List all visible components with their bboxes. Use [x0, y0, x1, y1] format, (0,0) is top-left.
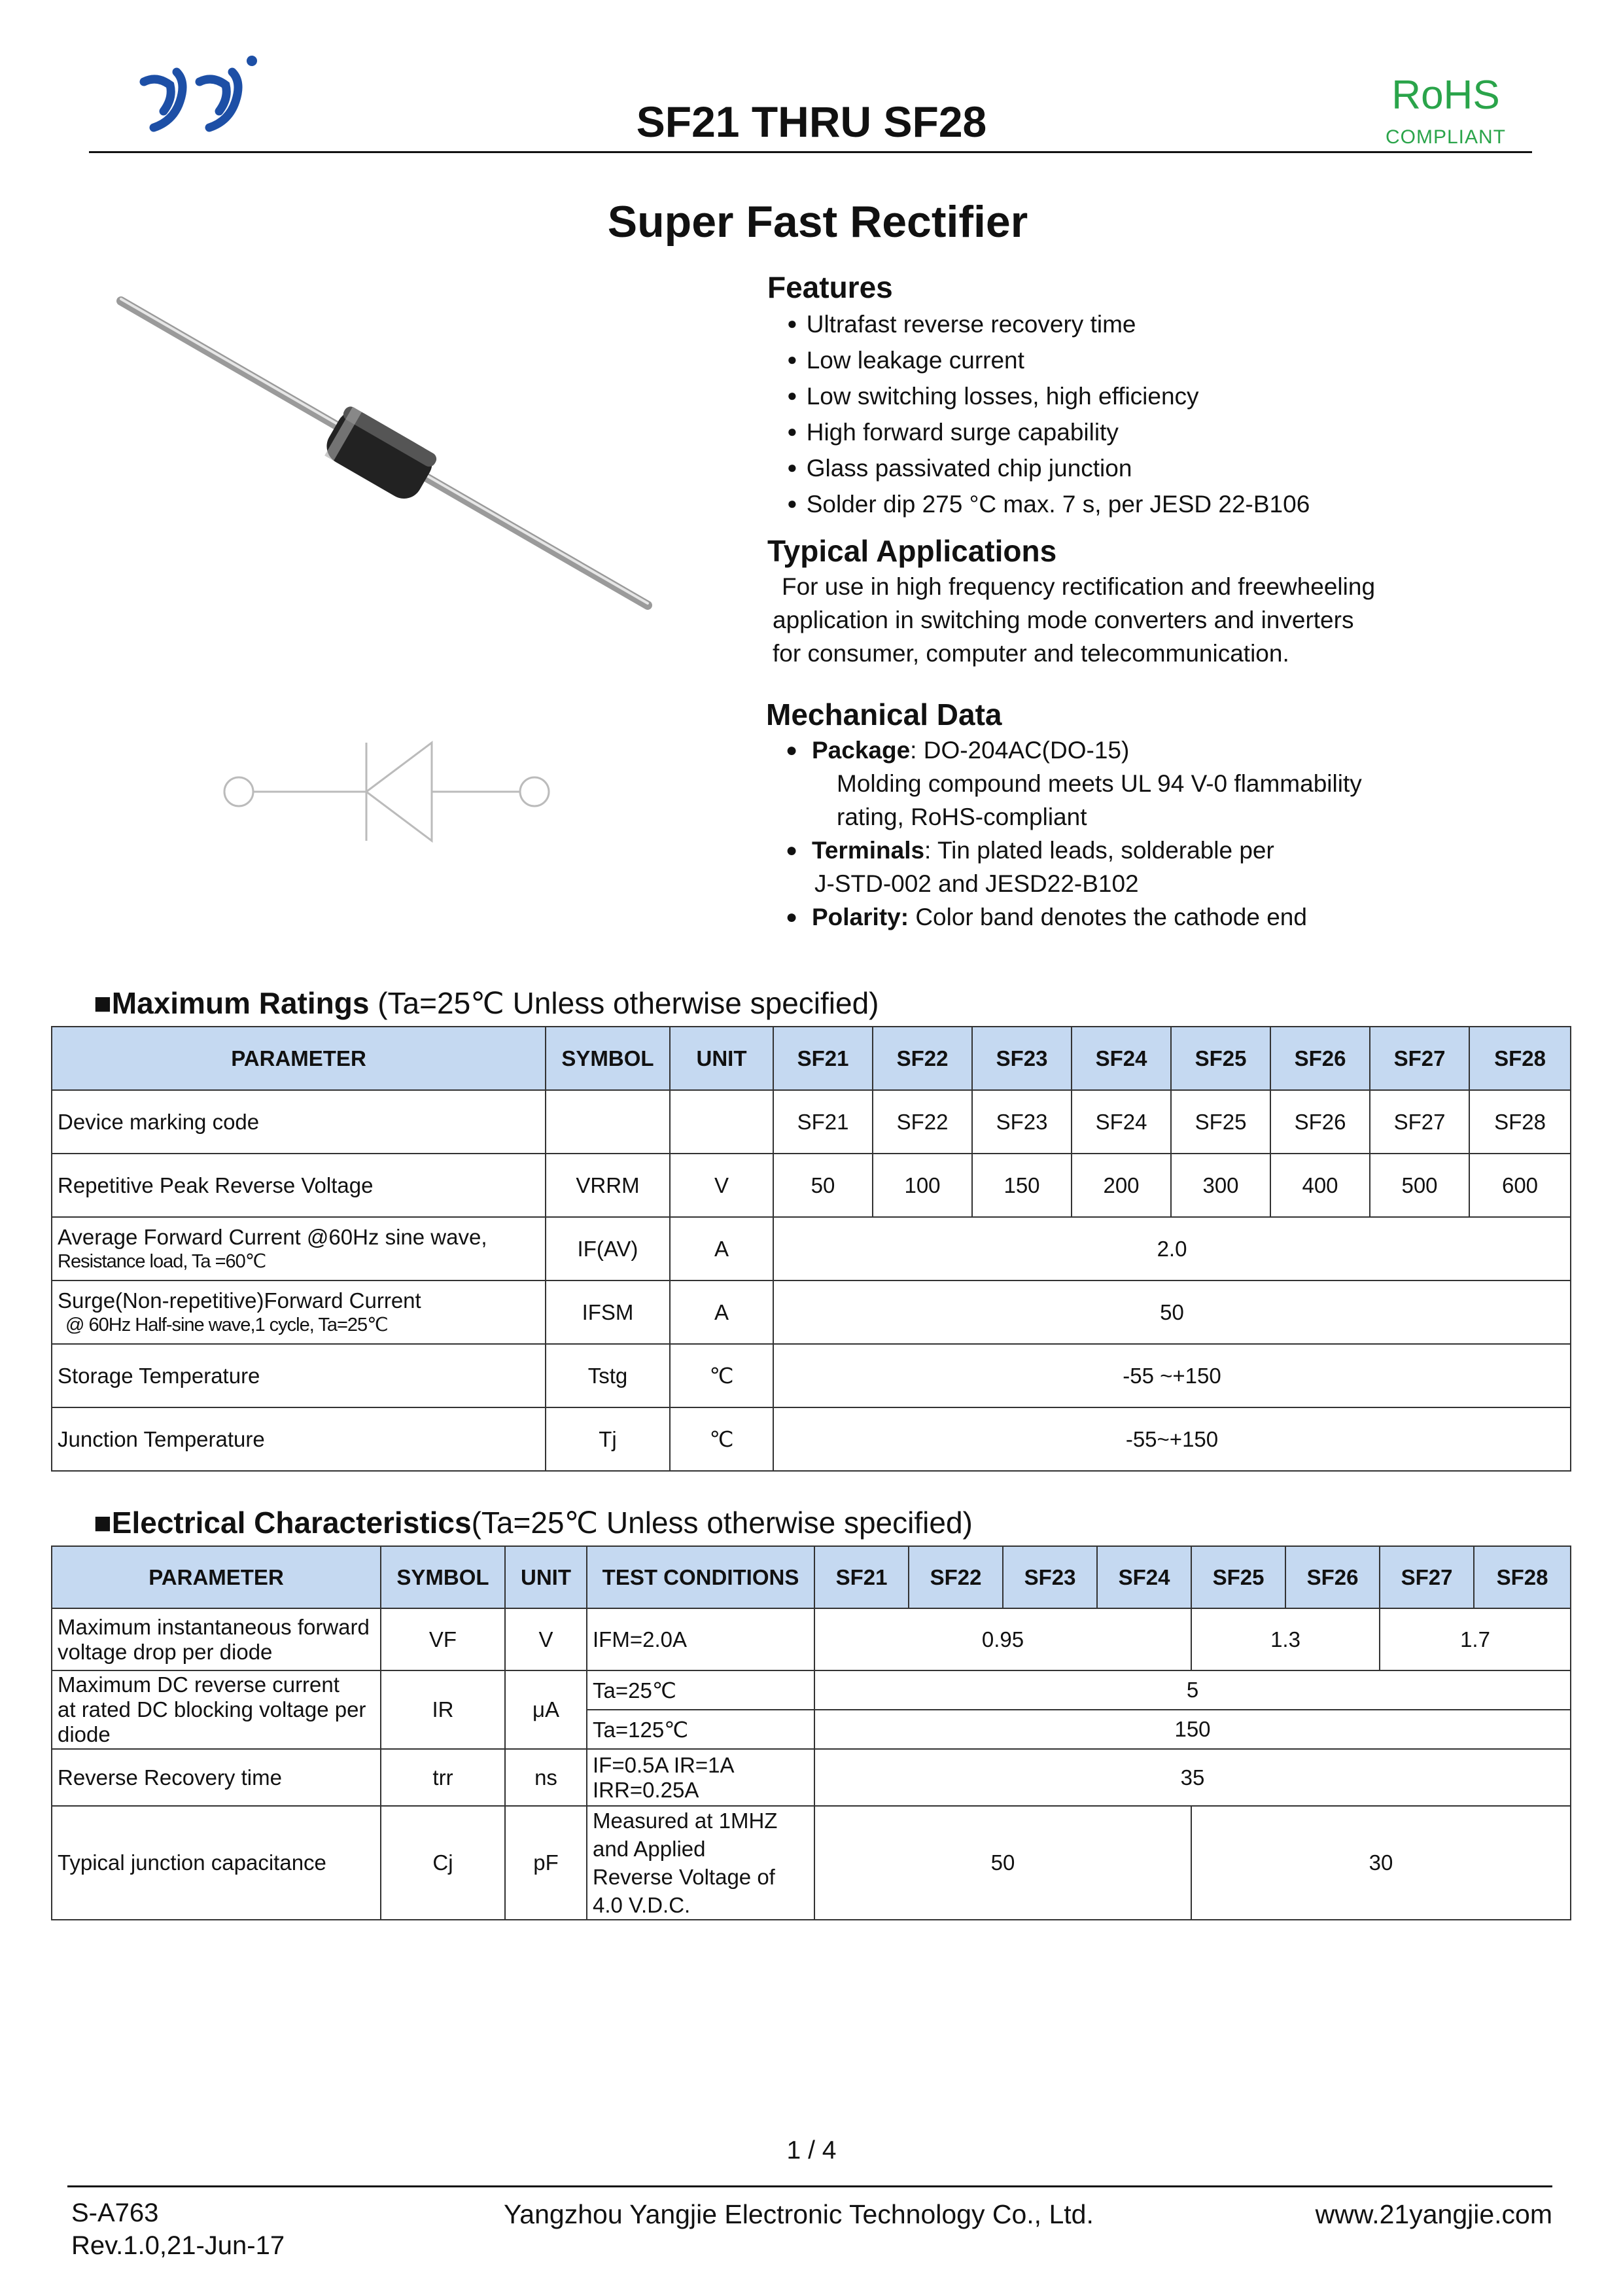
symbol-cell: Cj [381, 1806, 505, 1920]
param-cell [52, 1217, 546, 1280]
symbol-cell: Tj [546, 1407, 670, 1471]
revision: Rev.1.0,21-Jun-17 [71, 2231, 285, 2260]
value-cell: -55~+150 [773, 1407, 1571, 1471]
col-header: PARAMETER [52, 1546, 381, 1608]
list-item: ● Ultrafast reverse recovery time [787, 308, 1585, 344]
value-cell: 1.7 [1380, 1608, 1571, 1670]
col-header: PARAMETER [52, 1027, 546, 1090]
condition-cell [587, 1749, 814, 1806]
param-line: Resistance load, Ta =60℃ [58, 1251, 266, 1272]
table-row [52, 1344, 1571, 1407]
param-cell: Repetitive Peak Reverse Voltage [52, 1154, 546, 1217]
table-row [52, 1090, 1571, 1154]
symbol-cell: IFSM [546, 1280, 670, 1344]
rohs-label: RoHS [1391, 73, 1500, 118]
symbol-cell: IR [381, 1670, 505, 1749]
list-item: ● High forward surge capability [787, 415, 1585, 451]
mechanical-list [766, 733, 1584, 934]
unit-cell: ℃ [670, 1344, 773, 1407]
col-header: SF24 [1072, 1027, 1171, 1090]
col-header: SF22 [909, 1546, 1003, 1608]
unit-cell: V [505, 1608, 587, 1670]
col-header: SF26 [1285, 1546, 1380, 1608]
max-ratings-table [51, 1026, 1571, 1472]
list-item [766, 834, 1584, 900]
table-row [52, 1280, 1571, 1344]
value-cell: 30 [1191, 1806, 1571, 1920]
col-header: TEST CONDITIONS [587, 1546, 814, 1608]
mechanical-title: Mechanical Data [766, 698, 1002, 732]
table-header-row [52, 1027, 1571, 1090]
value-cell: 50 [773, 1154, 873, 1217]
symbol-cell: trr [381, 1749, 505, 1806]
list-item [766, 900, 1584, 934]
document-title: Super Fast Rectifier [607, 197, 1028, 247]
param-line: Maximum DC reverse current [58, 1672, 340, 1697]
condition-line: and Applied [593, 1837, 706, 1861]
col-header: SF22 [873, 1027, 972, 1090]
col-header: SF27 [1370, 1027, 1469, 1090]
list-item: ● Low leakage current [787, 344, 1585, 380]
value-cell: SF25 [1171, 1090, 1270, 1154]
value-cell: 400 [1270, 1154, 1370, 1217]
unit-cell: ns [505, 1749, 587, 1806]
applications-line: for consumer, computer and telecommunication. [773, 640, 1289, 667]
max-ratings-heading: ■Maximum Ratings (Ta=25℃ Unless otherwise specified) [94, 986, 879, 1020]
value-cell: -55 ~+150 [773, 1344, 1571, 1407]
table-row [52, 1670, 1571, 1710]
param-cell: Typical junction capacitance [52, 1806, 381, 1920]
value-cell: SF28 [1469, 1090, 1571, 1154]
col-header: SF28 [1469, 1027, 1571, 1090]
col-header: SF23 [972, 1027, 1072, 1090]
part-range-title: SF21 THRU SF28 [636, 97, 987, 146]
terminals-label: Terminals [812, 837, 925, 864]
package-value: : DO-204AC(DO-15) [910, 737, 1130, 764]
unit-cell: V [670, 1154, 773, 1217]
param-line: at rated DC blocking voltage per [58, 1697, 366, 1722]
applications-line: For use in high frequency rectification and freewheeling [782, 573, 1376, 600]
max-ratings-condition: (Ta=25℃ Unless otherwise specified) [377, 986, 879, 1020]
value-cell: 150 [814, 1710, 1571, 1749]
list-item: ● Low switching losses, high efficiency [787, 380, 1585, 415]
value-cell: 150 [972, 1154, 1072, 1217]
condition-line: Reverse Voltage of [593, 1865, 775, 1889]
param-cell: Storage Temperature [52, 1344, 546, 1407]
param-line: Average Forward Current @60Hz sine wave, [58, 1225, 487, 1249]
company-name: Yangzhou Yangjie Electronic Technology Co., Ltd. [504, 2199, 1094, 2229]
value-cell: 5 [814, 1670, 1571, 1710]
page-number: 1 / 4 [786, 2136, 837, 2164]
package-label: Package [812, 737, 911, 764]
features-list [787, 308, 1585, 523]
param-cell: Device marking code [52, 1090, 546, 1154]
polarity-value: Color band denotes the cathode end [909, 904, 1307, 930]
terminals-value: : Tin plated leads, solderable per [924, 837, 1274, 864]
table-row [52, 1407, 1571, 1471]
package-detail: Molding compound meets UL 94 V-0 flammability [837, 770, 1362, 797]
param-line: @ 60Hz Half-sine wave,1 cycle, Ta=25℃ [65, 1315, 388, 1335]
value-cell: 0.95 [814, 1608, 1191, 1670]
diode-symbol-icon [216, 736, 556, 847]
symbol-cell: IF(AV) [546, 1217, 670, 1280]
unit-cell: ℃ [670, 1407, 773, 1471]
unit-cell: A [670, 1217, 773, 1280]
footer-rule [67, 2185, 1552, 2187]
value-cell: SF26 [1270, 1090, 1370, 1154]
value-cell: 2.0 [773, 1217, 1571, 1280]
value-cell: 50 [814, 1806, 1191, 1920]
header-rule [89, 151, 1532, 153]
polarity-label: Polarity: [812, 904, 909, 930]
param-cell [52, 1280, 546, 1344]
col-header: SF27 [1380, 1546, 1474, 1608]
applications-title: Typical Applications [767, 534, 1057, 568]
electrical-table [51, 1545, 1571, 1920]
document-number: S-A763 [71, 2199, 159, 2227]
max-ratings-title: Maximum Ratings [111, 986, 370, 1020]
value-cell: SF27 [1370, 1090, 1469, 1154]
list-item [766, 733, 1584, 834]
value-cell: 35 [814, 1749, 1571, 1806]
features-title: Features [767, 270, 893, 304]
col-header: SF24 [1097, 1546, 1191, 1608]
col-header: SF25 [1191, 1546, 1285, 1608]
condition-cell: Ta=25℃ [587, 1670, 814, 1710]
param-cell [52, 1670, 381, 1749]
condition-line: Measured at 1MHZ [593, 1809, 778, 1833]
param-cell: Reverse Recovery time [52, 1749, 381, 1806]
symbol-cell: VF [381, 1608, 505, 1670]
terminals-detail: J-STD-002 and JESD22-B102 [814, 870, 1139, 897]
table-row [52, 1749, 1571, 1806]
unit-cell: A [670, 1280, 773, 1344]
col-header: SF23 [1003, 1546, 1097, 1608]
package-detail: rating, RoHS-compliant [837, 804, 1087, 830]
applications-section [767, 533, 1585, 670]
table-header-row [52, 1546, 1571, 1608]
col-header: SYMBOL [546, 1027, 670, 1090]
col-header: SYMBOL [381, 1546, 505, 1608]
param-line: voltage drop per diode [58, 1639, 273, 1664]
mechanical-section [766, 697, 1584, 934]
diode-package-image [111, 288, 661, 628]
applications-line: application in switching mode converters and inverters [773, 607, 1354, 633]
col-header: SF26 [1270, 1027, 1370, 1090]
condition-cell [587, 1806, 814, 1920]
col-header: SF21 [814, 1546, 909, 1608]
table-row [52, 1154, 1571, 1217]
value-cell: 1.3 [1191, 1608, 1380, 1670]
param-line: Maximum instantaneous forward [58, 1614, 370, 1639]
col-header: SF28 [1474, 1546, 1571, 1608]
condition-line: 4.0 V.D.C. [593, 1893, 691, 1917]
electrical-title: Electrical Characteristics [111, 1506, 472, 1540]
condition-line: IRR=0.25A [593, 1777, 699, 1802]
param-line: diode [58, 1722, 111, 1746]
value-cell: 50 [773, 1280, 1571, 1344]
table-row [52, 1608, 1571, 1670]
symbol-cell: Tstg [546, 1344, 670, 1407]
electrical-heading: ■Electrical Characteristics(Ta=25℃ Unless otherwise specified) [94, 1506, 973, 1540]
electrical-condition: (Ta=25℃ Unless otherwise specified) [471, 1506, 973, 1540]
unit-cell: pF [505, 1806, 587, 1920]
param-cell [52, 1608, 381, 1670]
website-link[interactable]: www.21yangjie.com [1315, 2199, 1552, 2229]
value-cell: SF22 [873, 1090, 972, 1154]
value-cell: SF24 [1072, 1090, 1171, 1154]
param-line: Surge(Non-repetitive)Forward Current [58, 1288, 421, 1313]
value-cell: 500 [1370, 1154, 1469, 1217]
features-section [767, 270, 1585, 523]
condition-line: IF=0.5A IR=1A [593, 1752, 735, 1777]
condition-cell: Ta=125℃ [587, 1710, 814, 1749]
list-item: ● Glass passivated chip junction [787, 451, 1585, 487]
symbol-cell: VRRM [546, 1154, 670, 1217]
value-cell: SF23 [972, 1090, 1072, 1154]
value-cell: 100 [873, 1154, 972, 1217]
table-row [52, 1806, 1571, 1920]
value-cell: SF21 [773, 1090, 873, 1154]
col-header: UNIT [505, 1546, 587, 1608]
condition-cell: IFM=2.0A [587, 1608, 814, 1670]
list-item: ● Solder dip 275 °C max. 7 s, per JESD 22-B106 [787, 487, 1585, 523]
col-header: UNIT [670, 1027, 773, 1090]
col-header: SF21 [773, 1027, 873, 1090]
table-row [52, 1217, 1571, 1280]
value-cell: 200 [1072, 1154, 1171, 1217]
value-cell: 600 [1469, 1154, 1571, 1217]
param-cell: Junction Temperature [52, 1407, 546, 1471]
footer-doc-info [71, 2197, 285, 2262]
col-header: SF25 [1171, 1027, 1270, 1090]
rohs-compliant-label: COMPLIANT [1385, 126, 1507, 148]
value-cell: 300 [1171, 1154, 1270, 1217]
unit-cell: μA [505, 1670, 587, 1749]
